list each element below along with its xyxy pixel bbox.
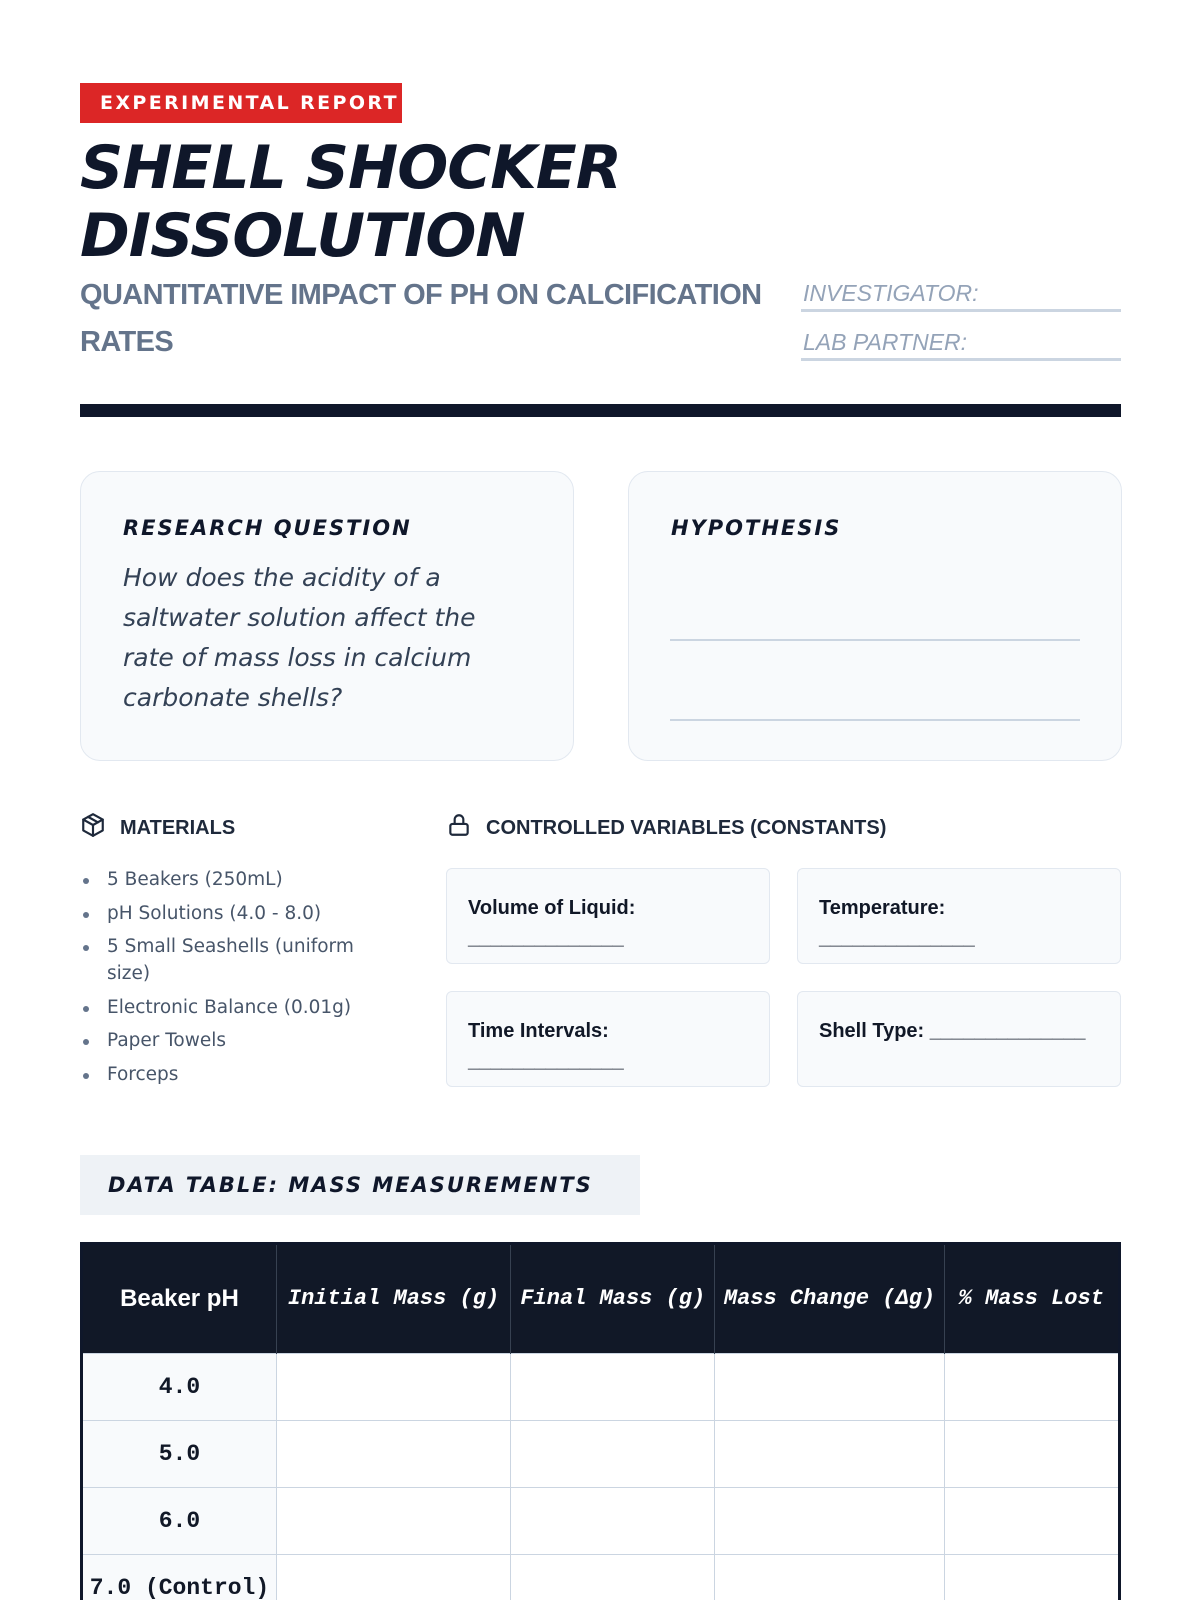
data-table-title: DATA TABLE: MASS MEASUREMENTS [80,1155,640,1215]
package-icon [80,812,106,844]
controlled-variables-heading [446,812,886,844]
list-item: pH Solutions (4.0 - 8.0) [80,900,380,927]
mass-data-table [80,1242,1121,1600]
entry-cell[interactable] [276,1354,510,1421]
column-header: Mass Change (Δg) [715,1244,944,1354]
materials-title: MATERIALS [120,816,236,839]
page-subtitle: QUANTITATIVE IMPACT OF PH ON CALCIFICATION RATES [80,279,762,358]
investigator-field[interactable] [801,279,1121,312]
entry-cell[interactable] [715,1354,944,1421]
lab-partner-field[interactable] [801,328,1121,361]
report-tag: EXPERIMENTAL REPORT [80,83,402,123]
entry-cell[interactable] [944,1488,1119,1555]
research-question-title: RESEARCH QUESTION [123,516,412,540]
research-question-card [80,471,574,761]
entry-cell[interactable] [511,1354,715,1421]
list-item: Paper Towels [80,1027,380,1054]
title-line: DISSOLUTION [80,201,525,271]
hypothesis-card [628,471,1122,761]
header-divider [80,404,1121,417]
lab-partner-label: LAB PARTNER: [803,329,968,355]
list-item: 5 Small Seashells (uniform size) [80,933,380,987]
entry-cell[interactable] [715,1555,944,1600]
list-item: Electronic Balance (0.01g) [80,994,380,1021]
hypothesis-line[interactable] [670,639,1080,641]
table-row [82,1555,1120,1600]
ph-cell: 6.0 [82,1488,277,1555]
column-header: Final Mass (g) [511,1244,715,1354]
table-header-row [82,1244,1120,1354]
controlled-variables-title: CONTROLLED VARIABLES (CONSTANTS) [486,816,887,839]
column-header: Beaker pH [82,1244,277,1354]
ph-cell: 5.0 [82,1421,277,1488]
hypothesis-title: HYPOTHESIS [671,516,842,540]
page-title [80,134,780,270]
constant-time-intervals[interactable]: Time Intervals: ______________ [446,991,770,1087]
entry-cell[interactable] [511,1421,715,1488]
lock-icon [446,812,472,844]
constant-volume[interactable]: Volume of Liquid: ______________ [446,868,770,964]
entry-cell[interactable] [715,1421,944,1488]
entry-cell[interactable] [276,1488,510,1555]
entry-cell[interactable] [276,1421,510,1488]
ph-cell: 7.0 (Control) [82,1555,277,1600]
entry-cell[interactable] [276,1555,510,1600]
list-item: Forceps [80,1061,380,1088]
entry-cell[interactable] [715,1488,944,1555]
ph-cell: 4.0 [82,1354,277,1421]
table-row [82,1488,1120,1555]
research-question-text: How does the acidity of a saltwater solution affect the rate of mass loss in calcium carbonate shells? [123,563,476,712]
materials-heading [80,812,235,844]
entry-cell[interactable] [511,1555,715,1600]
list-item: 5 Beakers (250mL) [80,866,380,893]
entry-cell[interactable] [511,1488,715,1555]
entry-cell[interactable] [944,1354,1119,1421]
hypothesis-line[interactable] [670,719,1080,721]
materials-list [80,866,380,1094]
constant-shell-type[interactable]: Shell Type: ______________ [797,991,1121,1087]
investigator-label: INVESTIGATOR: [803,280,979,306]
title-line: SHELL SHOCKER [80,133,621,203]
entry-cell[interactable] [944,1421,1119,1488]
column-header: % Mass Lost [944,1244,1119,1354]
constant-temperature[interactable]: Temperature: ______________ [797,868,1121,964]
table-row [82,1354,1120,1421]
table-row [82,1421,1120,1488]
entry-cell[interactable] [944,1555,1119,1600]
column-header: Initial Mass (g) [276,1244,510,1354]
